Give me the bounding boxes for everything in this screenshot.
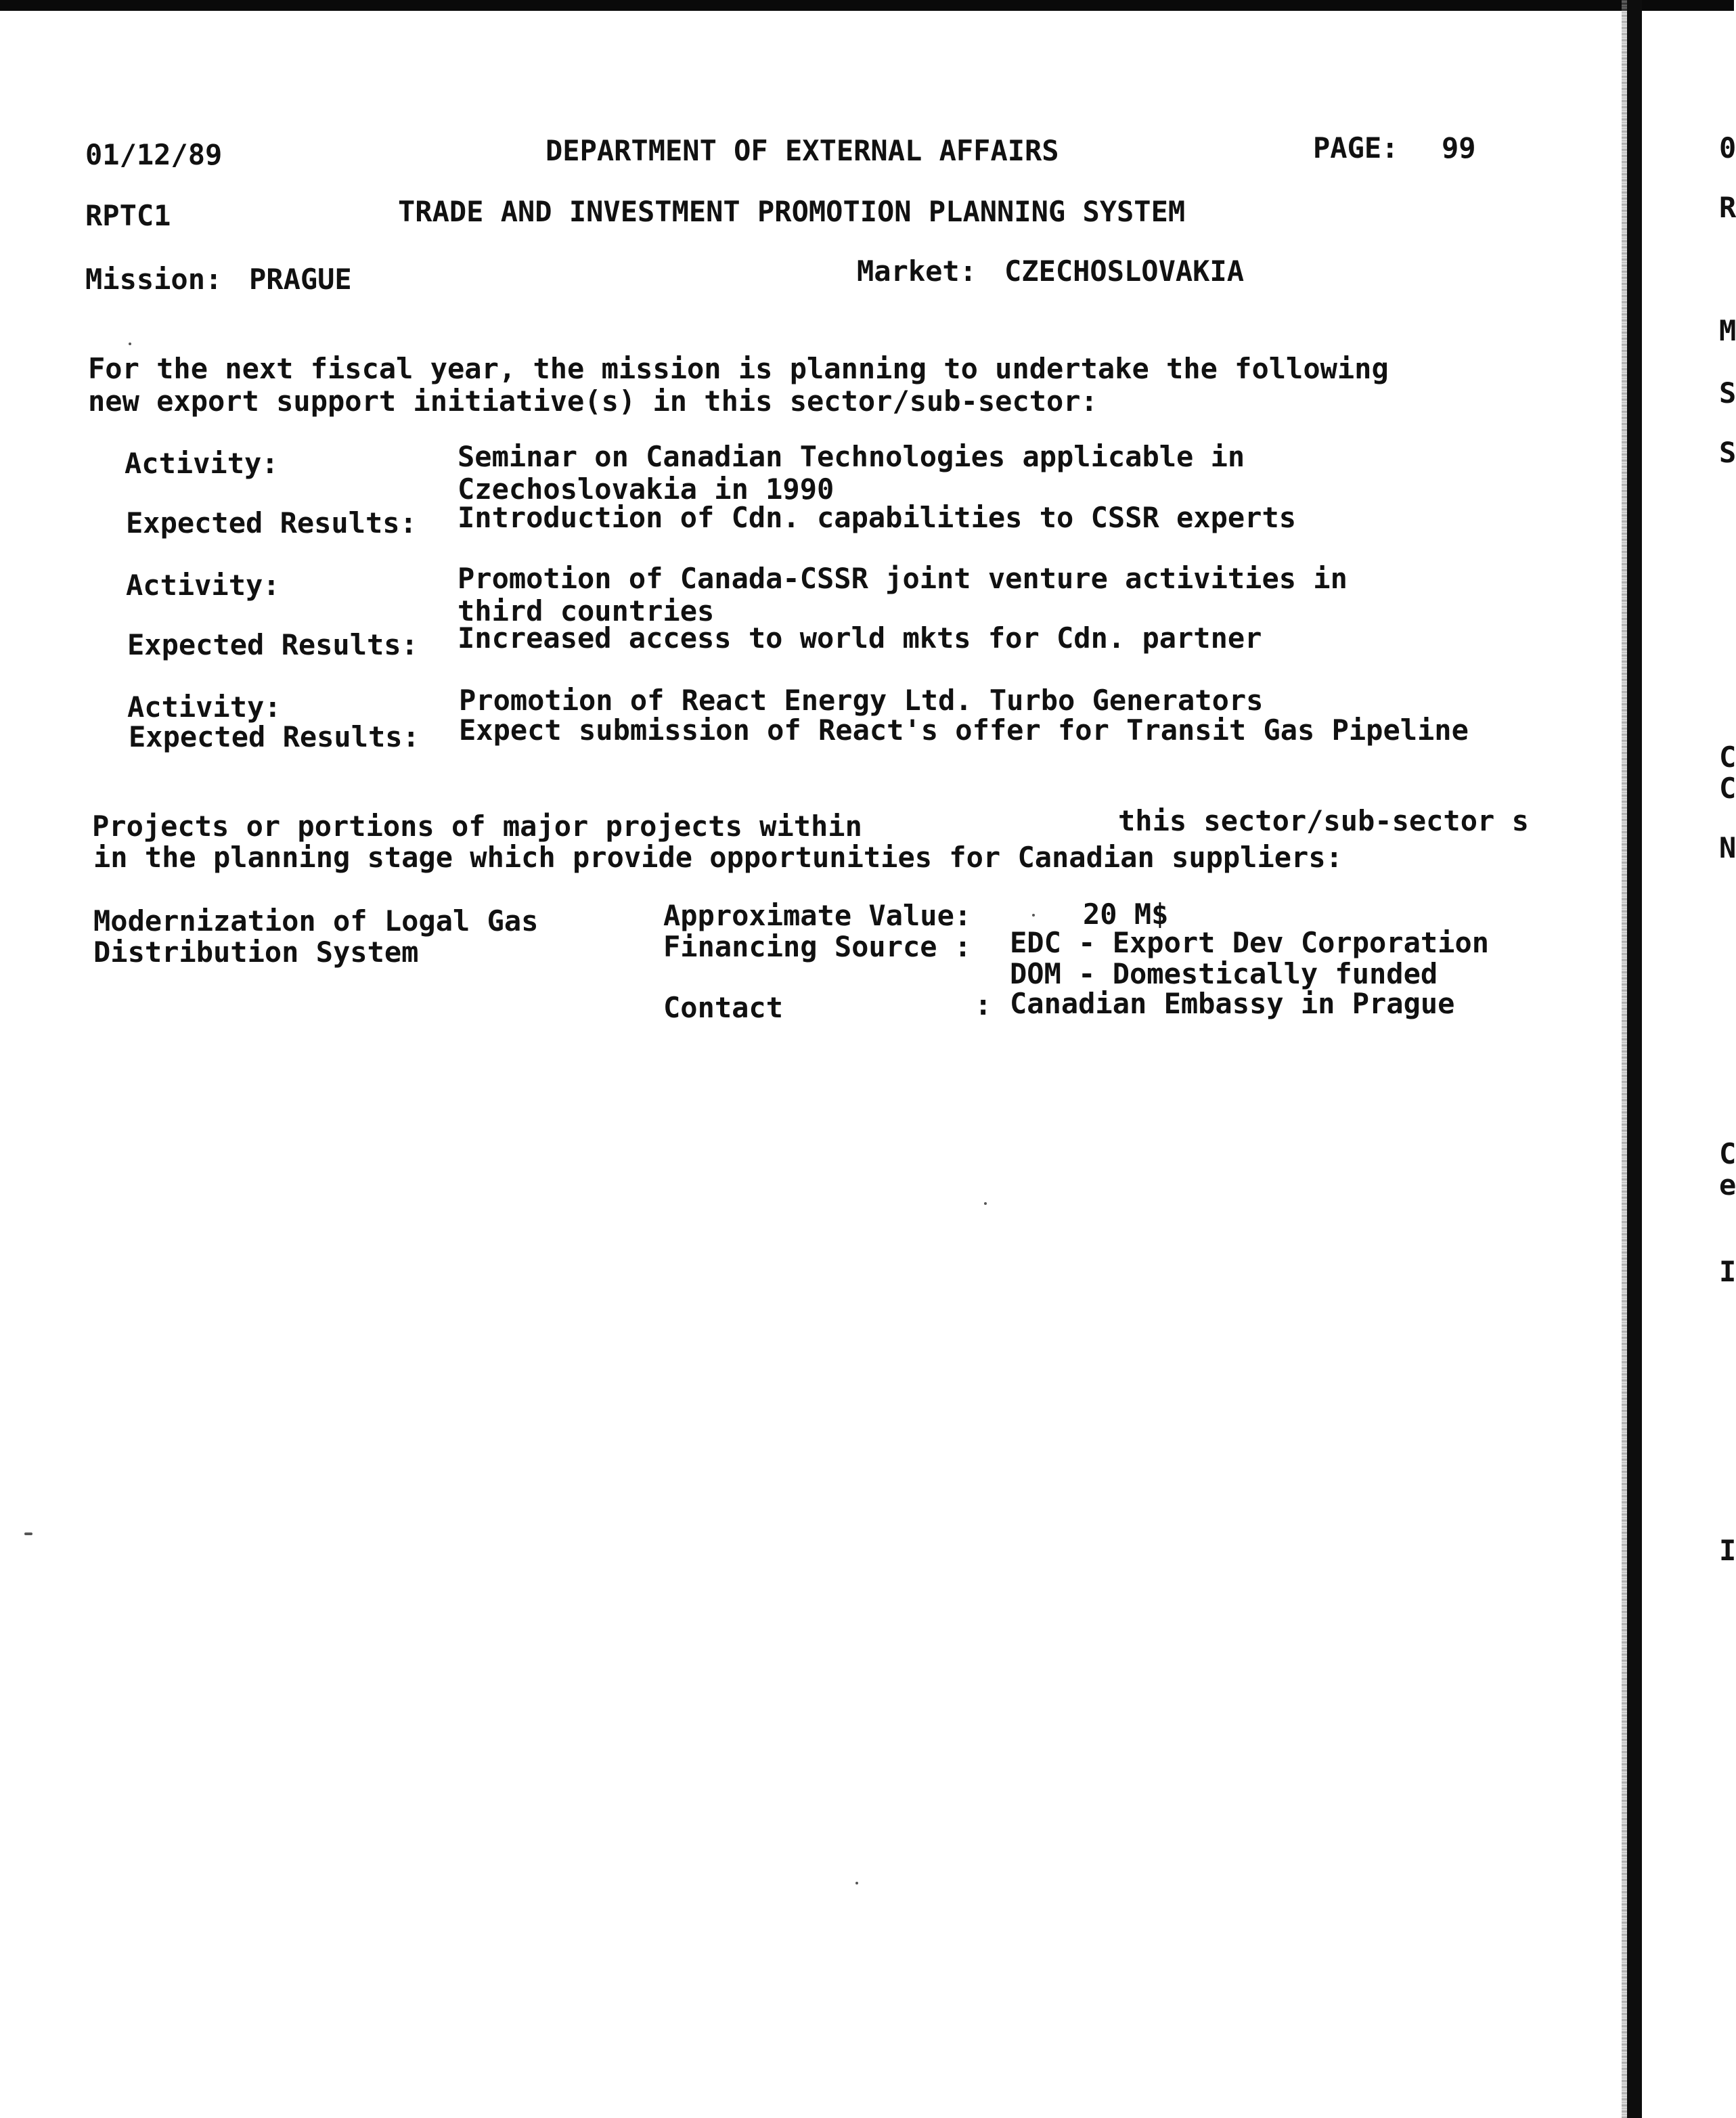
mission-label: Mission: <box>85 263 223 296</box>
adjacent-page-letter: C <box>1719 772 1736 805</box>
scan-speck <box>1032 914 1035 917</box>
scan-speck <box>24 1532 32 1535</box>
activity-label: Activity: <box>127 690 282 724</box>
project-name-continued: Distribution System <box>93 935 419 969</box>
activity-label: Activity: <box>125 447 279 480</box>
department-title: DEPARTMENT OF EXTERNAL AFFAIRS <box>546 134 1059 167</box>
adjacent-page-letter: M <box>1719 314 1736 347</box>
approximate-value-label: Approximate Value: <box>663 899 972 932</box>
market-label: Market: <box>857 255 977 288</box>
expected-results-label: Expected Results: <box>129 720 420 753</box>
market-value: CZECHOSLOVAKIA <box>1004 255 1245 288</box>
scan-speck <box>855 1882 858 1884</box>
activity-label: Activity: <box>126 569 280 602</box>
activity-text-continued: Czechoslovakia in 1990 <box>458 472 834 506</box>
adjacent-page-letter: N <box>1719 831 1736 864</box>
financing-source-label: Financing Source : <box>663 930 972 963</box>
scan-speck <box>984 1202 987 1205</box>
scan-top-edge <box>0 0 1734 11</box>
mission-value: PRAGUE <box>249 263 352 296</box>
financing-source-2: DOM - Domestically funded <box>1010 957 1438 990</box>
scan-speck <box>129 343 131 345</box>
projects-intro-line-1b: this sector/sub-sector s <box>1118 804 1529 837</box>
adjacent-page-letter: R <box>1719 191 1736 224</box>
adjacent-page-letter: e <box>1719 1168 1736 1201</box>
adjacent-page-letter: I <box>1719 1534 1736 1567</box>
adjacent-page-edge <box>1719 0 1734 2118</box>
report-date: 01/12/89 <box>85 138 223 171</box>
expected-results-label: Expected Results: <box>126 506 417 539</box>
page-label: PAGE: <box>1313 131 1399 164</box>
projects-intro-line-1a: Projects or portions of major projects within <box>92 810 862 843</box>
adjacent-page-letter: S <box>1719 436 1736 469</box>
intro-line-1: For the next fiscal year, the mission is planning to undertake the following <box>88 352 1389 385</box>
report-code: RPTC1 <box>85 199 171 232</box>
intro-line-2: new export support initiative(s) in this sector/sub-sector: <box>88 384 1098 418</box>
adjacent-page-letter: C <box>1719 1137 1736 1170</box>
activity-text: Promotion of React Energy Ltd. Turbo Generators <box>459 684 1264 717</box>
system-title: TRADE AND INVESTMENT PROMOTION PLANNING SYSTEM <box>398 195 1186 228</box>
adjacent-page-letter: C <box>1719 741 1736 774</box>
projects-intro-line-2: in the planning stage which provide opportunities for Canadian suppliers: <box>93 841 1343 874</box>
page-number: 99 <box>1442 131 1476 164</box>
adjacent-page-letter: I <box>1719 1255 1736 1288</box>
financing-source-1: EDC - Export Dev Corporation <box>1010 926 1490 959</box>
adjacent-page-letter: S <box>1719 376 1736 410</box>
activity-text: Promotion of Canada-CSSR joint venture activities in <box>458 562 1348 595</box>
expected-results-label: Expected Results: <box>127 628 418 661</box>
adjacent-page-letter: 0 <box>1719 131 1736 164</box>
activity-text-continued: third countries <box>458 594 715 627</box>
expected-results-text: Increased access to world mkts for Cdn. partner <box>458 621 1262 655</box>
activity-text: Seminar on Canadian Technologies applicable in <box>458 440 1245 473</box>
expected-results-text: Expect submission of React's offer for Transit Gas Pipeline <box>459 713 1469 747</box>
expected-results-text: Introduction of Cdn. capabilities to CSSR experts <box>458 501 1297 534</box>
contact-separator: : <box>975 988 992 1021</box>
contact-label: Contact <box>663 991 784 1024</box>
project-name: Modernization of Logal Gas <box>93 904 539 937</box>
approximate-value: 20 M$ <box>1083 898 1169 931</box>
binding-spine <box>1627 0 1642 2118</box>
contact-value: Canadian Embassy in Prague <box>1010 987 1455 1020</box>
